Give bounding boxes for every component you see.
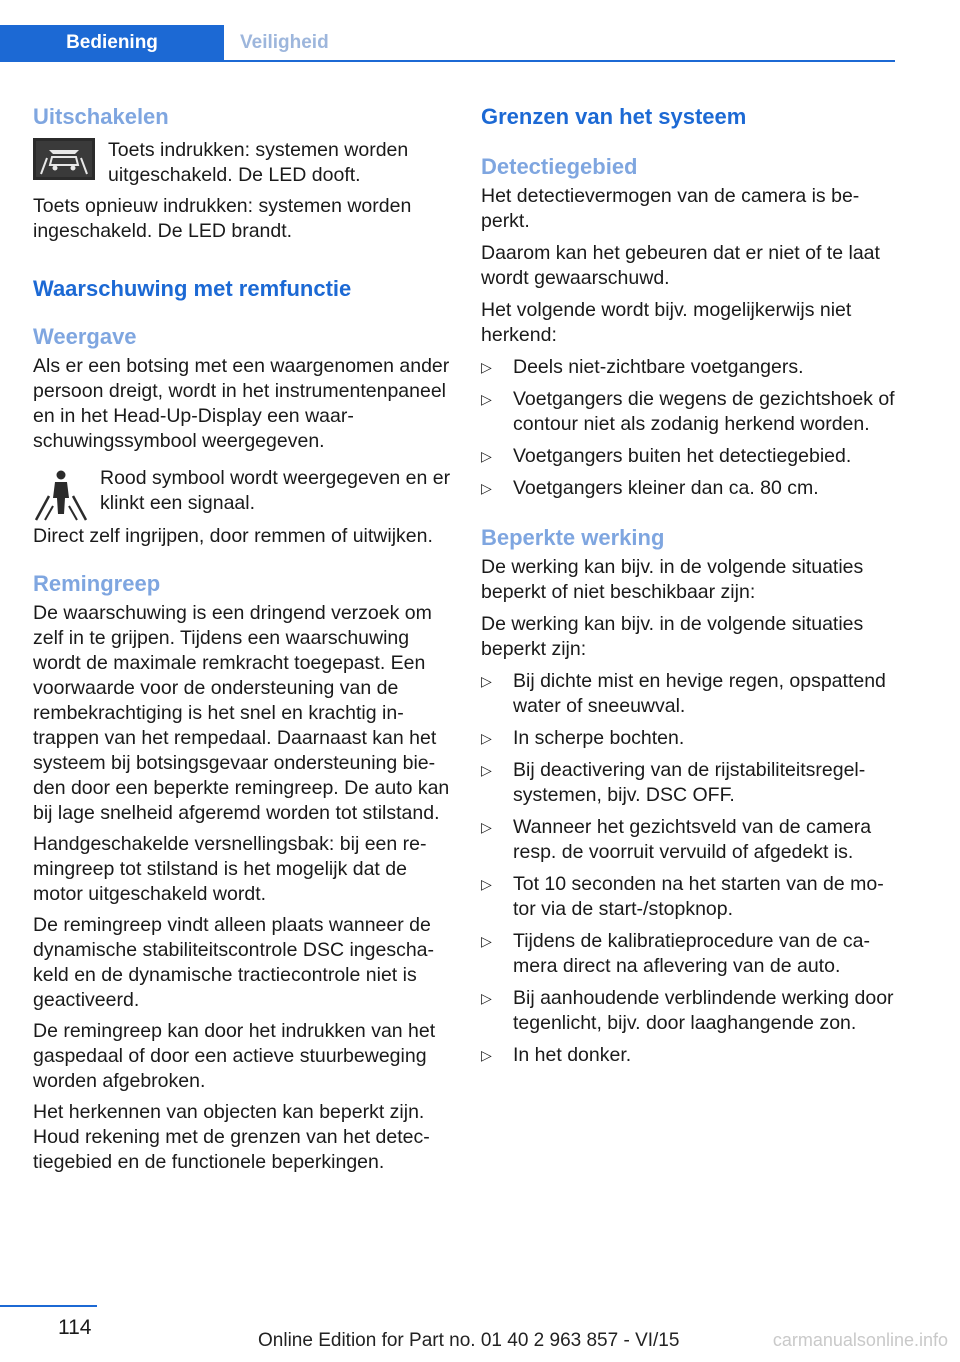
beperkt-paragraph-1: De werking kan bijv. in de volgende situaties beperkt of niet beschikbaar zijn: xyxy=(481,556,864,603)
bullet-icon: ▷ xyxy=(481,391,492,407)
remingreep-paragraph-4: De remingreep kan door het indrukken van het gaspedaal of door een actieve stuurbeweging worden afgebroken. xyxy=(33,1020,436,1092)
tab-bediening[interactable]: Bediening xyxy=(0,25,224,60)
bullet-icon: ▷ xyxy=(481,1047,492,1063)
list-item: ▷ Wanneer het gezichtsveld van de camera resp. de voorruit vervuild of afgedekt is. xyxy=(481,816,872,863)
list-item: ▷ Voetgangers die wegens de gezichtshoek of contour niet als zodanig herkend worden. xyxy=(481,388,895,435)
heading-remingreep: Remingreep xyxy=(33,571,161,596)
bullet-icon: ▷ xyxy=(481,448,492,464)
page-number: 114 xyxy=(58,1316,92,1339)
heading-detectiegebied: Detectiegebied xyxy=(481,154,638,179)
detectie-paragraph-3: Het volgende wordt bijv. mogelijkerwijs niet herkend: xyxy=(481,299,852,346)
ingrijpen-paragraph: Direct zelf ingrijpen, door remmen of uitwijken. xyxy=(33,525,433,547)
list-item: ▷ Voetgangers buiten het detectiegebied. xyxy=(481,445,852,467)
uitschakelen-paragraph: Toets opnieuw indrukken: systemen worden ingeschakeld. De LED brandt. xyxy=(33,195,412,242)
remingreep-paragraph-2: Handgeschakelde versnellingsbak: bij een remingreep tot stilstand is het mogelijk dat de motor uitgeschakeld wordt. xyxy=(33,833,427,905)
list-item: ▷ Deels niet-zichtbare voetgangers. xyxy=(481,356,804,378)
detectie-paragraph-2: Daarom kan het gebeuren dat er niet of te laat wordt gewaarschuwd. xyxy=(481,242,880,289)
list-item: ▷ Bij dichte mist en hevige regen, opspattend water of sneeuwval. xyxy=(481,670,886,717)
list-item: ▷ In het donker. xyxy=(481,1044,632,1066)
uitschakelen-icon-text: Toets indrukken: systemen worden uitgeschakeld. De LED dooft. xyxy=(108,139,409,186)
bullet-icon: ▷ xyxy=(481,762,492,778)
bullet-icon: ▷ xyxy=(481,480,492,496)
beperkt-list xyxy=(481,669,897,1068)
section-tabs xyxy=(0,25,895,62)
remingreep-paragraph-1: De waarschuwing is een dringend verzoek om zelf in te grijpen. Tijdens een waarschuwing wordt de maximale remkracht toegepast. Een voorwaarde voor de ondersteuning van de rembekrachtiging is het snel en krachtig intrappen van het rempedaal. Daarnaast kan het systeem bij botsingsgevaar ondersteuning bieden door een beperkte remingreep. De auto kan bij lage snelheid afgeremd worden tot stilstand. xyxy=(33,602,450,824)
list-item: ▷ Bij aanhoudende verblindende werking door tegenlicht, bijv. door laaghangende zon. xyxy=(481,987,894,1034)
pedestrian-icon-row xyxy=(33,466,453,516)
watermark-text: carmanualsonline.info xyxy=(772,1330,948,1350)
heading-uitschakelen: Uitschakelen xyxy=(33,104,169,129)
collision-warning-button-icon xyxy=(33,138,95,188)
weergave-paragraph: Als er een botsing met een waargenomen ander persoon dreigt, wordt in het instrumentenpaneel en in het Head-Up-Display een waarschuwingssymbool weergegeven. xyxy=(33,355,450,452)
detectie-list xyxy=(481,355,897,501)
bullet-icon: ▷ xyxy=(481,990,492,1006)
bullet-icon: ▷ xyxy=(481,819,492,835)
bullet-icon: ▷ xyxy=(481,359,492,375)
remingreep-paragraph-3: De remingreep vindt alleen plaats wanneer de dynamische stabiliteitscontrole DSC ingeschakeld en de dynamische tractiecontrole niet is geactiveerd. xyxy=(33,914,435,1011)
tab-veiligheid[interactable]: Veiligheid xyxy=(240,32,329,53)
heading-grenzen: Grenzen van het systeem xyxy=(481,104,747,129)
bullet-icon: ▷ xyxy=(481,730,492,746)
button-icon-row xyxy=(33,138,453,188)
pedestrian-warning-icon xyxy=(33,466,95,516)
list-item: ▷ Bij deactivering van de rijstabiliteitsregelsystemen, bijv. DSC OFF. xyxy=(481,759,866,806)
header-divider xyxy=(0,60,895,62)
edition-text: Online Edition for Part no. 01 40 2 963 857 - VI/15 xyxy=(258,1330,680,1351)
list-item: ▷ Tijdens de kalibratieprocedure van de camera direct na aflevering van de auto. xyxy=(481,930,870,977)
list-item: ▷ Tot 10 seconden na het starten van de motor via de start-/stopknop. xyxy=(481,873,884,920)
beperkt-paragraph-2: De werking kan bijv. in de volgende situaties beperkt zijn: xyxy=(481,613,864,660)
bullet-icon: ▷ xyxy=(481,673,492,689)
remingreep-paragraph-5: Het herkennen van objecten kan beperkt zijn. Houd rekening met de grenzen van het detectiegebied en de functionele beperkingen. xyxy=(33,1101,430,1173)
detectie-paragraph-1: Het detectievermogen van de camera is beperkt. xyxy=(481,185,860,232)
list-item: ▷ In scherpe bochten. xyxy=(481,727,685,749)
footer-divider xyxy=(0,1305,97,1307)
list-item: ▷ Voetgangers kleiner dan ca. 80 cm. xyxy=(481,477,819,499)
pedestrian-icon-text: Rood symbool wordt weergegeven en er klinkt een signaal. xyxy=(100,467,451,514)
bullet-icon: ▷ xyxy=(481,933,492,949)
heading-weergave: Weergave xyxy=(33,324,137,349)
left-column xyxy=(33,100,453,1175)
heading-waarschuwing: Waarschuwing met remfunctie xyxy=(33,276,352,301)
bullet-icon: ▷ xyxy=(481,876,492,892)
right-column xyxy=(481,100,897,1068)
heading-beperkte-werking: Beperkte werking xyxy=(481,525,665,550)
